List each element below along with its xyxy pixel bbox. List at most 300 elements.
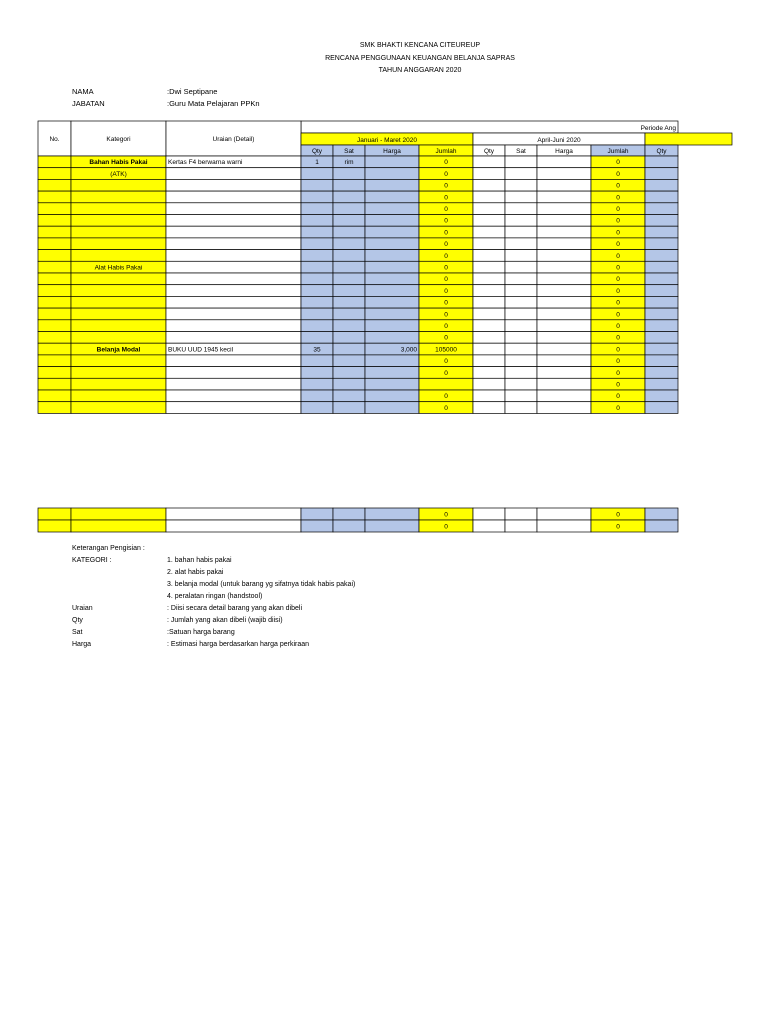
- subheader-label: Jumlah: [607, 148, 629, 155]
- subheader-label: Qty: [483, 148, 495, 155]
- table-cell: [365, 296, 419, 308]
- table-cell: [38, 520, 71, 532]
- table-cell: [537, 378, 591, 390]
- table-cell: [537, 156, 591, 168]
- table-cell: [537, 238, 591, 250]
- table-cell: [365, 261, 419, 273]
- table-cell: [473, 520, 505, 532]
- table-cell: [333, 308, 365, 320]
- table-cell: [473, 320, 505, 332]
- table-cell: [645, 520, 678, 532]
- notes-desc: :Satuan harga barang: [167, 629, 235, 636]
- table-cell: [537, 285, 591, 297]
- table-cell: [505, 520, 537, 532]
- table-cell: [301, 261, 333, 273]
- school-name: SMK BHAKTI KENCANA CITEUREUP: [359, 42, 481, 49]
- table-cell: [537, 215, 591, 227]
- table-cell: [333, 191, 365, 203]
- table-cell: [301, 215, 333, 227]
- jumlah1-text: 0: [444, 358, 448, 366]
- table-cell: [71, 296, 166, 308]
- jumlah2-text: 0: [616, 369, 620, 377]
- table-cell: [333, 238, 365, 250]
- jumlah1-text: 105000: [435, 346, 457, 354]
- table-cell: [365, 508, 419, 520]
- table-cell: [505, 191, 537, 203]
- table-cell: [365, 285, 419, 297]
- uraian-header: Uraian (Detail): [212, 136, 255, 143]
- table-cell: [71, 191, 166, 203]
- notes-desc: : Jumlah yang akan dibeli (wajib diisi): [167, 617, 283, 624]
- table-cell: [505, 378, 537, 390]
- table-cell: [365, 156, 419, 168]
- table-cell: [645, 215, 678, 227]
- table-cell: [537, 226, 591, 238]
- table-cell: [365, 520, 419, 532]
- table-cell: [38, 320, 71, 332]
- table-cell: [645, 273, 678, 285]
- jumlah1-text: 0: [444, 217, 448, 225]
- table-cell: [333, 273, 365, 285]
- table-cell: [473, 355, 505, 367]
- table-cell: [365, 168, 419, 180]
- table-cell: [505, 402, 537, 414]
- table-cell: [71, 226, 166, 238]
- table-cell: [537, 261, 591, 273]
- jabatan-value: :Guru Mata Pelajaran PPKn: [167, 99, 260, 108]
- table-cell: [505, 226, 537, 238]
- jumlah1-text: 0: [444, 170, 448, 178]
- notes-kategori-item: 2. alat habis pakai: [167, 569, 224, 576]
- table-cell: [473, 179, 505, 191]
- jumlah1-text: 0: [444, 206, 448, 213]
- kategori-text: Belanja Modal: [96, 346, 141, 354]
- kategori-text: (ATK): [110, 170, 127, 178]
- subheader-label: Jumlah: [435, 148, 457, 155]
- jumlah2-text: 0: [616, 299, 620, 307]
- table-cell: [71, 332, 166, 344]
- jumlah2-text: 0: [616, 511, 620, 519]
- table-cell: [166, 261, 301, 273]
- table-cell: [473, 238, 505, 250]
- table-cell: [333, 378, 365, 390]
- table-cell: [473, 367, 505, 379]
- jumlah2-text: 0: [616, 393, 620, 401]
- table-cell: [645, 508, 678, 520]
- table-cell: [645, 238, 678, 250]
- table-cell: [38, 378, 71, 390]
- table-cell: [473, 332, 505, 344]
- jumlah1-text: 0: [444, 311, 448, 319]
- table-cell: [38, 215, 71, 227]
- table-cell: [301, 308, 333, 320]
- table-cell: [71, 215, 166, 227]
- table-cell: [473, 508, 505, 520]
- table-cell: [38, 238, 71, 250]
- table-cell: [645, 355, 678, 367]
- jumlah2-text: 0: [616, 159, 620, 167]
- table-cell: [537, 273, 591, 285]
- table-cell: [71, 508, 166, 520]
- jumlah1-text: 0: [444, 264, 448, 272]
- table-cell: [301, 355, 333, 367]
- table-cell: [645, 367, 678, 379]
- table-cell: [365, 250, 419, 262]
- table-cell: [505, 367, 537, 379]
- table-cell: [537, 390, 591, 402]
- table-cell: [38, 168, 71, 180]
- table-cell: [301, 320, 333, 332]
- table-cell: [166, 238, 301, 250]
- table-cell: [537, 203, 591, 215]
- table-cell: [38, 343, 71, 355]
- table-cell: [645, 191, 678, 203]
- table-cell: [365, 332, 419, 344]
- table-cell: [365, 273, 419, 285]
- sat-text: rim: [344, 159, 354, 167]
- notes-term: Uraian: [72, 605, 93, 612]
- table-cell: [38, 308, 71, 320]
- table-cell: [166, 308, 301, 320]
- table-cell: [537, 179, 591, 191]
- table-cell: [505, 285, 537, 297]
- table-cell: [38, 355, 71, 367]
- jumlah2-text: 0: [616, 276, 620, 284]
- table-cell: [473, 285, 505, 297]
- table-cell: [301, 273, 333, 285]
- table-cell: [365, 402, 419, 414]
- table-cell: [166, 402, 301, 414]
- table-cell: [505, 238, 537, 250]
- table-cell: [645, 296, 678, 308]
- table-cell: [166, 508, 301, 520]
- jumlah1-text: 0: [444, 393, 448, 401]
- table-cell: [71, 378, 166, 390]
- jabatan-label: JABATAN: [72, 99, 105, 108]
- table-cell: [333, 226, 365, 238]
- jumlah2-text: 0: [616, 311, 620, 319]
- table-cell: [38, 273, 71, 285]
- table-cell: [645, 343, 678, 355]
- jumlah2-text: 0: [616, 346, 620, 354]
- table-cell: [505, 179, 537, 191]
- table-cell: [645, 250, 678, 262]
- table-cell: [301, 378, 333, 390]
- jumlah1-text: 0: [444, 229, 448, 237]
- table-cell: [505, 355, 537, 367]
- table-cell: [38, 296, 71, 308]
- period3-cell: [645, 133, 732, 145]
- table-cell: [333, 179, 365, 191]
- table-cell: [505, 250, 537, 262]
- table-cell: [71, 238, 166, 250]
- table-cell: [537, 508, 591, 520]
- notes-term: Sat: [72, 629, 83, 636]
- table-cell: [71, 520, 166, 532]
- table-cell: [473, 273, 505, 285]
- table-cell: [473, 156, 505, 168]
- table-cell: [537, 520, 591, 532]
- table-cell: [537, 402, 591, 414]
- table-cell: [505, 203, 537, 215]
- table-cell: [301, 508, 333, 520]
- periode-header-cell: [301, 121, 678, 133]
- jumlah1-text: 0: [444, 159, 448, 167]
- table-cell: [365, 179, 419, 191]
- table-cell: [333, 168, 365, 180]
- table-cell: [473, 261, 505, 273]
- kategori-header: Kategori: [106, 136, 131, 143]
- table-cell: [301, 191, 333, 203]
- table-cell: [537, 367, 591, 379]
- table-cell: [473, 168, 505, 180]
- notes-kategori-item: 3. belanja modal (untuk barang yg sifatnya tidak habis pakai): [167, 581, 356, 588]
- table-cell: [301, 250, 333, 262]
- table-cell: [505, 343, 537, 355]
- subheader-label: Qty: [311, 148, 323, 155]
- table-cell: [38, 367, 71, 379]
- table-cell: [473, 250, 505, 262]
- table-cell: [38, 179, 71, 191]
- notes-term: Qty: [72, 617, 83, 624]
- table-cell: [333, 355, 365, 367]
- notes-desc: : Diisi secara detail barang yang akan dibeli: [167, 605, 303, 612]
- jumlah1-text: 0: [444, 194, 448, 202]
- table-cell: [365, 238, 419, 250]
- table-cell: [419, 378, 473, 390]
- table-cell: [301, 402, 333, 414]
- table-cell: [166, 332, 301, 344]
- subheader-label: Sat: [344, 148, 354, 155]
- table-cell: [537, 250, 591, 262]
- table-cell: [71, 285, 166, 297]
- table-cell: [505, 273, 537, 285]
- table-cell: [71, 320, 166, 332]
- subheader-label: Qty: [656, 148, 667, 155]
- uraian-text: Kertas F4 berwarna warni: [168, 159, 243, 167]
- table-cell: [166, 296, 301, 308]
- subheader-label: Harga: [383, 148, 401, 155]
- table-cell: [505, 308, 537, 320]
- jumlah2-text: 0: [616, 252, 620, 260]
- table-cell: [365, 215, 419, 227]
- table-cell: [505, 390, 537, 402]
- table-cell: [301, 367, 333, 379]
- notes-kategori-item: 1. bahan habis pakai: [167, 557, 232, 564]
- table-cell: [333, 296, 365, 308]
- notes-desc: : Estimasi harga berdasarkan harga perkiraan: [167, 641, 310, 648]
- table-cell: [473, 308, 505, 320]
- notes-kategori-label: KATEGORI :: [72, 557, 112, 564]
- table-cell: [301, 203, 333, 215]
- table-cell: [166, 390, 301, 402]
- periode-label: Periode Ang: [640, 125, 676, 132]
- table-cell: [38, 332, 71, 344]
- table-cell: [505, 296, 537, 308]
- table-cell: [71, 179, 166, 191]
- jumlah2-text: 0: [616, 206, 620, 213]
- table-cell: [505, 156, 537, 168]
- table-cell: [645, 390, 678, 402]
- period1-label: Januari - Maret 2020: [357, 137, 417, 144]
- table-cell: [505, 168, 537, 180]
- table-cell: [473, 203, 505, 215]
- table-cell: [365, 226, 419, 238]
- notes-kategori-item: 4. peralatan ringan (handstool): [167, 593, 263, 600]
- table-cell: [333, 343, 365, 355]
- jumlah1-text: 0: [444, 523, 448, 531]
- table-cell: [537, 308, 591, 320]
- table-cell: [505, 215, 537, 227]
- table-cell: [645, 320, 678, 332]
- jumlah1-text: 0: [444, 182, 448, 190]
- table-cell: [645, 332, 678, 344]
- table-cell: [166, 285, 301, 297]
- fiscal-year: TAHUN ANGGARAN 2020: [378, 67, 462, 74]
- jumlah2-text: 0: [616, 194, 620, 202]
- table-cell: [473, 296, 505, 308]
- table-cell: [301, 226, 333, 238]
- table-cell: [38, 402, 71, 414]
- period2-label: April-Juni 2020: [537, 137, 581, 144]
- table-cell: [537, 355, 591, 367]
- jumlah2-text: 0: [616, 241, 620, 249]
- table-cell: [473, 191, 505, 203]
- jumlah2-text: 0: [616, 523, 620, 531]
- table-cell: [301, 520, 333, 532]
- nama-value: :Dwi Septipane: [167, 87, 218, 96]
- table-cell: [301, 285, 333, 297]
- table-cell: [537, 191, 591, 203]
- table-cell: [166, 273, 301, 285]
- table-cell: [38, 250, 71, 262]
- table-cell: [166, 250, 301, 262]
- table-cell: [166, 215, 301, 227]
- notes-term: Harga: [72, 641, 92, 648]
- jumlah1-text: 0: [444, 287, 448, 295]
- table-cell: [645, 261, 678, 273]
- table-cell: [537, 343, 591, 355]
- table-cell: [38, 226, 71, 238]
- jumlah2-text: 0: [616, 334, 620, 342]
- table-cell: [645, 168, 678, 180]
- table-cell: [365, 355, 419, 367]
- table-cell: [166, 520, 301, 532]
- table-cell: [333, 250, 365, 262]
- table-cell: [301, 238, 333, 250]
- table-cell: [645, 402, 678, 414]
- notes-title: Keterangan Pengisian :: [72, 545, 145, 552]
- table-cell: [365, 203, 419, 215]
- table-cell: [473, 402, 505, 414]
- table-cell: [301, 179, 333, 191]
- table-cell: [537, 168, 591, 180]
- jumlah1-text: 0: [444, 241, 448, 249]
- table-cell: [645, 203, 678, 215]
- table-cell: [166, 179, 301, 191]
- table-cell: [365, 320, 419, 332]
- jumlah1-text: 0: [444, 323, 448, 330]
- jumlah2-text: 0: [616, 404, 620, 412]
- table-cell: [333, 332, 365, 344]
- table-cell: [333, 203, 365, 215]
- table-cell: [505, 261, 537, 273]
- jumlah2-text: 0: [616, 381, 620, 389]
- jumlah1-text: 0: [444, 369, 448, 377]
- table-cell: [166, 355, 301, 367]
- table-cell: [166, 367, 301, 379]
- table-cell: [71, 308, 166, 320]
- table-cell: [645, 156, 678, 168]
- subheader-label: Sat: [516, 148, 526, 155]
- qty-text: 1: [315, 159, 319, 167]
- table-cell: [505, 332, 537, 344]
- table-cell: [645, 226, 678, 238]
- table-cell: [333, 402, 365, 414]
- table-cell: [473, 215, 505, 227]
- table-cell: [38, 191, 71, 203]
- table-cell: [166, 378, 301, 390]
- jumlah1-text: 0: [444, 404, 448, 412]
- jumlah1-text: 0: [444, 252, 448, 260]
- table-cell: [645, 378, 678, 390]
- table-cell: [365, 390, 419, 402]
- table-cell: [166, 226, 301, 238]
- table-cell: [38, 285, 71, 297]
- table-cell: [71, 390, 166, 402]
- jumlah1-text: 0: [444, 299, 448, 307]
- table-cell: [71, 367, 166, 379]
- table-cell: [71, 402, 166, 414]
- table-cell: [333, 261, 365, 273]
- table-cell: [333, 390, 365, 402]
- jumlah2-text: 0: [616, 264, 620, 272]
- table-cell: [38, 390, 71, 402]
- jumlah2-text: 0: [616, 217, 620, 225]
- jumlah2-text: 0: [616, 229, 620, 237]
- kategori-text: Bahan Habis Pakai: [89, 159, 148, 167]
- table-cell: [301, 296, 333, 308]
- table-cell: [71, 250, 166, 262]
- jumlah2-text: 0: [616, 182, 620, 190]
- table-cell: [301, 168, 333, 180]
- kategori-text: Alat Habis Pakai: [94, 264, 143, 272]
- table-cell: [333, 215, 365, 227]
- table-cell: [473, 390, 505, 402]
- table-cell: [71, 273, 166, 285]
- table-cell: [537, 332, 591, 344]
- nama-label: NAMA: [72, 87, 94, 96]
- subheader-label: Harga: [555, 148, 573, 155]
- table-cell: [365, 191, 419, 203]
- table-cell: [333, 520, 365, 532]
- table-cell: [537, 320, 591, 332]
- table-cell: [365, 378, 419, 390]
- uraian-text: BUKU UUD 1945 kecil: [168, 346, 234, 354]
- table-cell: [365, 308, 419, 320]
- table-cell: [166, 168, 301, 180]
- table-cell: [38, 203, 71, 215]
- table-cell: [505, 508, 537, 520]
- jumlah2-text: 0: [616, 323, 620, 330]
- table-cell: [38, 261, 71, 273]
- jumlah2-text: 0: [616, 358, 620, 366]
- qty-text: 35: [313, 346, 321, 354]
- table-cell: [71, 355, 166, 367]
- jumlah1-text: 0: [444, 511, 448, 519]
- table-cell: [38, 508, 71, 520]
- jumlah1-text: 0: [444, 334, 448, 342]
